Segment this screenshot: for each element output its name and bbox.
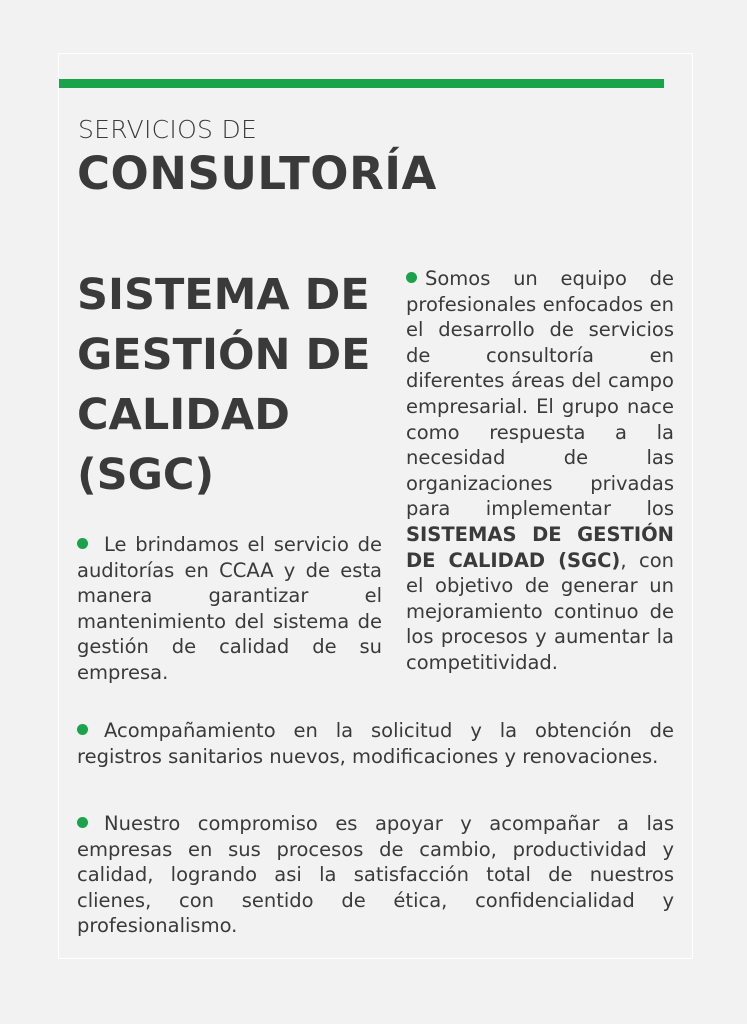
header-kicker: SERVICIOS DE <box>78 115 258 144</box>
bullet-dot-icon <box>77 724 88 735</box>
paragraph-intro-emphasis: SISTEMAS DE GESTIÓN DE CALIDAD (SGC) <box>406 522 674 572</box>
section-title <box>77 265 377 505</box>
section-title-line: SISTEMA DE <box>77 270 370 320</box>
bullet-dot-icon <box>77 817 88 828</box>
section-title-line: GESTIÓN DE <box>77 330 371 380</box>
section-title-line: (SGC) <box>77 450 215 500</box>
section-title-line: CALIDAD <box>77 390 290 440</box>
accent-bar <box>59 79 664 88</box>
page-title: CONSULTORÍA <box>77 147 437 200</box>
paragraph-intro-text: Somos un equipo de profesionales enfocados en el desarrollo de servicios de consultoría en diferentes áreas del campo empresarial. El grupo nace como respuesta a la necesidad de las organizaciones privadas para implementar los <box>406 267 674 521</box>
bullet-dot-icon <box>406 272 417 283</box>
paragraph-compromiso-text: Nuestro compromiso es apoyar y acompañar a las empresas en sus procesos de cambio, productividad y calidad, logrando asi la satisfacción total de nuestros clienes, con sentido de ética, confidencialidad y profesionalismo. <box>77 812 674 938</box>
paragraph-compromiso <box>77 811 674 939</box>
paragraph-audits-text: Le brindamos el servicio de auditorías en CCAA y de esta manera garantizar el mantenimiento del sistema de gestión de calidad de su empresa. <box>77 533 382 684</box>
paragraph-audits <box>77 532 382 686</box>
paragraph-registros <box>77 718 674 769</box>
bullet-dot-icon <box>77 538 88 549</box>
paragraph-intro-end: , con el objetivo de generar un mejoramiento continuo de los procesos y aumentar la competitividad. <box>406 548 674 674</box>
paragraph-registros-text: Acompañamiento en la solicitud y la obtención de registros sanitarios nuevos, modificaciones y renovaciones. <box>77 719 674 768</box>
paragraph-intro <box>406 266 674 676</box>
